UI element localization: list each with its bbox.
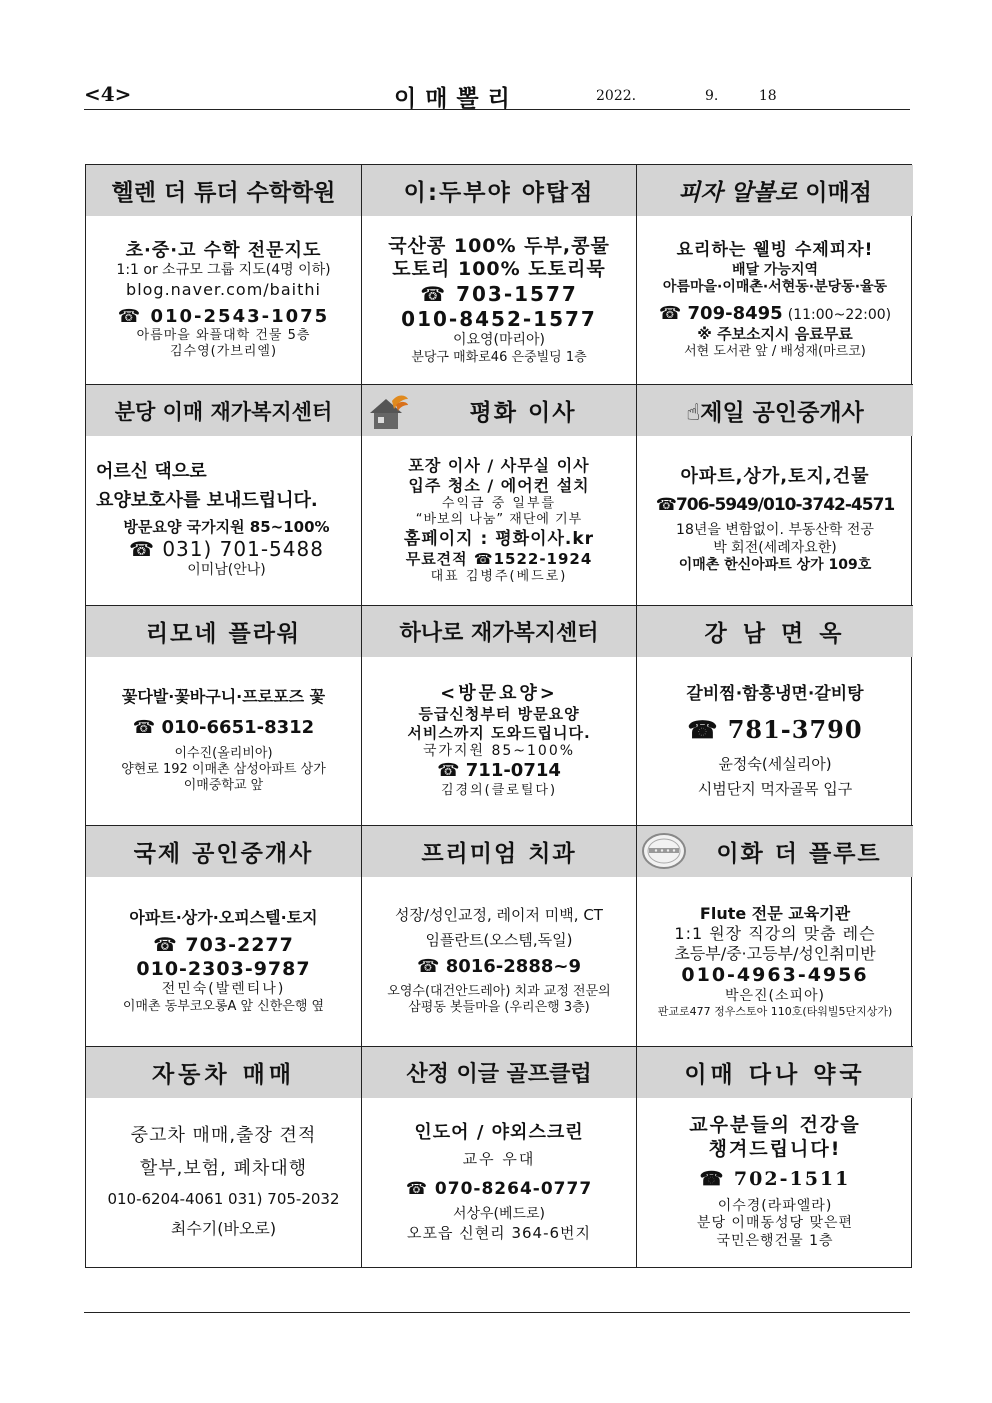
ad-line: ☎ 703-1577	[420, 282, 578, 307]
ad-hours: (11:00~22:00)	[787, 306, 892, 323]
ad-grid	[85, 164, 912, 1268]
ad-line: 아파트·상가·오피스텔·토지	[129, 907, 318, 927]
ad-title	[637, 826, 913, 877]
ad-line: 시범단지 먹자골목 입구	[697, 779, 853, 798]
page-header	[84, 80, 910, 110]
ad-line: 도토리 100% 도토리묵	[392, 258, 606, 281]
ad-body	[362, 657, 636, 825]
ad-line: 포장 이사 / 사무실 이사	[408, 456, 590, 476]
ad-line: 무료견적 ☎1522-1924	[405, 549, 593, 568]
ad-title: 분당 이매 재가복지센터	[86, 385, 361, 436]
ad-line: 010-6204-4061 031) 705-2032	[107, 1190, 340, 1209]
ad-line: ※ 주보소지시 음료무료	[697, 325, 853, 344]
ad-line: 이요영(마리아)	[452, 332, 546, 349]
ad-line: 입주 청소 / 에어컨 설치	[408, 476, 590, 496]
ad-line: 18년을 변함없이. 부동산학 전공	[676, 522, 874, 539]
ad-line: ☎ 070-8264-0777	[405, 1179, 593, 1200]
ad-limone-flower	[86, 606, 362, 826]
ad-math-academy	[86, 165, 362, 385]
ad-body	[637, 877, 913, 1045]
ad-title: 이:두부야 야탑점	[362, 165, 636, 216]
ad-line: 이매촌 한신아파트 상가 109호	[678, 557, 872, 574]
ad-line: ☎ 703-2277	[153, 933, 294, 956]
ad-line: 010-2303-9787	[136, 957, 311, 980]
ad-title: 자동차 매매	[86, 1047, 361, 1098]
ad-line: 이매중학교 앞	[183, 778, 264, 794]
ad-hanaro-welfare	[362, 606, 637, 826]
ad-line: ☎ 8016-2888~9	[417, 955, 581, 977]
ad-line: Flute 전문 교육기관	[699, 903, 851, 923]
ad-line: 할부,보험, 폐차대행	[139, 1157, 308, 1179]
ad-line: 박은진(소피아)	[724, 987, 826, 1004]
ad-line: 1:1 원장 직강의 맞춤 레슨	[674, 923, 876, 943]
ad-line: 서현 도서관 앞 / 배성재(마르코)	[684, 343, 866, 359]
ad-title-text: 평화 이사	[469, 400, 577, 427]
ad-title-branch: 이매점	[805, 180, 872, 206]
ad-line: 삼평동 봇들마을 (우리은행 3층)	[408, 1000, 590, 1016]
ad-line: 아름마을 와플대학 건물 5층	[136, 328, 311, 344]
ad-title	[637, 165, 913, 216]
ad-line: 국가지원 85~100%	[422, 742, 576, 759]
ad-line: 1:1 or 소규모 그룹 지도(4명 이하)	[116, 262, 331, 279]
ad-line: 교우분들의 건강을	[689, 1114, 861, 1137]
ad-body	[86, 216, 361, 384]
ad-line: 인도어 / 야외스크린	[414, 1121, 584, 1143]
ad-line: ☎706-5949/010-3742-4571	[655, 494, 895, 515]
ad-line: 오영수(대건안드레아) 치과 교정 전문의	[387, 984, 611, 1000]
ad-body	[637, 216, 913, 384]
footer-rule	[84, 1312, 910, 1313]
ad-title-brand: 피자 알볼로	[678, 180, 798, 206]
ad-line: “바보의 나눔” 재단에 기부	[415, 512, 583, 528]
ad-line: 임플란트(오스템,독일)	[425, 930, 573, 949]
ad-title-text: 이화 더 플루트	[716, 841, 882, 868]
ad-line: <방문요양>	[440, 682, 558, 704]
ad-line: 꽃다발·꽃바구니·프로포즈 꽃	[121, 687, 326, 707]
ad-peace-moving	[362, 385, 637, 605]
ad-line: 전민숙(발렌티나)	[161, 981, 286, 998]
ad-line: blog.naver.com/baithi	[126, 279, 321, 299]
date-year: 2022.	[596, 88, 637, 104]
ad-title: ☝제일 공인중개사	[637, 385, 913, 436]
ad-line: 010-4963-4956	[681, 963, 869, 986]
ad-title: 국제 공인중개사	[86, 826, 361, 877]
date-month: 9.	[705, 88, 719, 104]
ad-line: 초·중·고 수학 전문지도	[125, 239, 322, 261]
ad-title	[362, 385, 636, 436]
ad-line: 판교로477 정우스토아 110호(타워빌5단지상가)	[657, 1005, 893, 1019]
ad-tofu-shop	[362, 165, 637, 385]
flute-logo-icon	[641, 831, 687, 871]
ad-body	[86, 657, 361, 825]
ad-eagle-golf	[362, 1047, 637, 1267]
ad-line: 홈페이지 : 평화이사.kr	[403, 528, 595, 549]
ad-line: ☎ 031) 701-5488	[129, 537, 324, 562]
ad-premium-dental	[362, 826, 637, 1046]
ad-line: 성장/성인교정, 레이저 미백, CT	[395, 906, 603, 925]
ad-body	[637, 436, 913, 604]
ad-line: 중고차 매매,출장 견적	[130, 1125, 317, 1147]
ad-line: 이미남(안나)	[187, 562, 266, 579]
ad-car-trade	[86, 1047, 362, 1267]
ad-line: 챙겨드립니다!	[708, 1138, 842, 1161]
ad-ewha-flute	[637, 826, 913, 1046]
ad-line: 방문요양 국가지원 85~100%	[123, 518, 330, 537]
ad-line: 교우 우대	[462, 1150, 536, 1169]
date-day: 18	[758, 88, 777, 104]
ad-title: 리모네 플라워	[86, 606, 361, 657]
ad-line: 분당구 매화로46 은중빌딩 1층	[411, 349, 587, 365]
page-number: <4>	[84, 82, 132, 106]
ad-line: ☎ 702-1511	[699, 1167, 851, 1190]
ad-body	[362, 216, 636, 384]
ad-line: 국민은행건물 1층	[716, 1232, 834, 1249]
ad-line: 아름마을·이매촌·서현동·분당동·율동	[662, 279, 888, 296]
ad-body	[362, 1098, 636, 1267]
ad-line: 갈비찜·함흥냉면·갈비탕	[686, 683, 864, 704]
ad-bundang-welfare	[86, 385, 362, 605]
ad-body	[86, 877, 361, 1045]
ad-title: 헬렌 더 튜더 수학학원	[86, 165, 361, 216]
ad-line: 윤정숙(세실리아)	[718, 754, 832, 773]
ad-body	[637, 1098, 913, 1267]
ad-line: 이매촌 동부코오롱A 앞 신한은행 옆	[122, 998, 325, 1014]
ad-line: ☎ 010-6651-8312	[132, 717, 315, 739]
ad-title: 프리미엄 치과	[362, 826, 636, 877]
ad-phone: ☎ 709-8495	[658, 302, 783, 324]
ad-gukje-realty	[86, 826, 362, 1046]
ad-line: 등급신청부터 방문요양	[418, 705, 580, 724]
ad-line: 배달 가능지역	[731, 261, 819, 278]
ad-body	[86, 436, 361, 604]
ad-title: 강 남 면 옥	[637, 606, 913, 657]
ad-phone-line	[659, 303, 891, 326]
ad-body	[637, 657, 913, 825]
ad-title: 이매 다나 약국	[637, 1047, 913, 1098]
ad-line: 서비스까지 도와드립니다.	[407, 724, 591, 743]
bulletin-date	[596, 88, 777, 104]
ad-line: 대표 김병주(베드로)	[430, 568, 568, 584]
ad-line: 아파트,상가,토지,건물	[680, 466, 870, 488]
ad-pizza-alvolo	[637, 165, 913, 385]
house-leaf-icon	[366, 391, 410, 431]
ad-body	[362, 877, 636, 1045]
ad-gangnam-myeonok	[637, 606, 913, 826]
ad-line: 초등부/중·고등부/성인취미반	[674, 943, 876, 963]
ad-dana-pharmacy	[637, 1047, 913, 1267]
ad-line: 수익금 중 일부를	[441, 496, 557, 512]
ad-line: 요양보호사를 보내드립니다.	[96, 489, 318, 511]
ad-line: 김수영(가브리엘)	[169, 344, 278, 360]
ad-title: 하나로 재가복지센터	[362, 606, 636, 657]
ad-line: 분당 이매동성당 맞은편	[696, 1215, 854, 1232]
ad-line: 요리하는 웰빙 수제피자!	[676, 240, 874, 261]
ad-line: ☎ 010-2543-1075	[117, 305, 330, 327]
ad-body	[86, 1098, 361, 1267]
ad-body	[362, 436, 636, 604]
ad-title: 산정 이글 골프클럽	[362, 1047, 636, 1098]
ad-line: 이수진(올리비아)	[174, 745, 273, 761]
ad-line: ☎ 711-0714	[437, 760, 561, 782]
ad-line: 어르신 댁으로	[96, 461, 207, 483]
ad-jeil-realty	[637, 385, 913, 605]
ad-line: 김경의(클로틸다)	[440, 782, 558, 798]
bulletin-title: 이매뽈리	[394, 86, 519, 112]
ad-line: 오포읍 신현리 364-6번지	[406, 1223, 592, 1242]
ad-line: 010-8452-1577	[401, 307, 597, 332]
ad-line: 이수경(라파엘라)	[717, 1197, 833, 1214]
ad-line: ☎ 781-3790	[687, 714, 863, 744]
ad-line: 최수기(바오로)	[170, 1219, 277, 1239]
ad-line: 양현로 192 이매촌 삼성아파트 상가	[121, 762, 326, 778]
ad-line: 박 회전(세례자요한)	[713, 539, 837, 556]
header-rule	[84, 109, 910, 110]
ad-line: 국산콩 100% 두부,콩물	[388, 234, 610, 257]
ad-line: 서상우(베드로)	[452, 1206, 546, 1223]
